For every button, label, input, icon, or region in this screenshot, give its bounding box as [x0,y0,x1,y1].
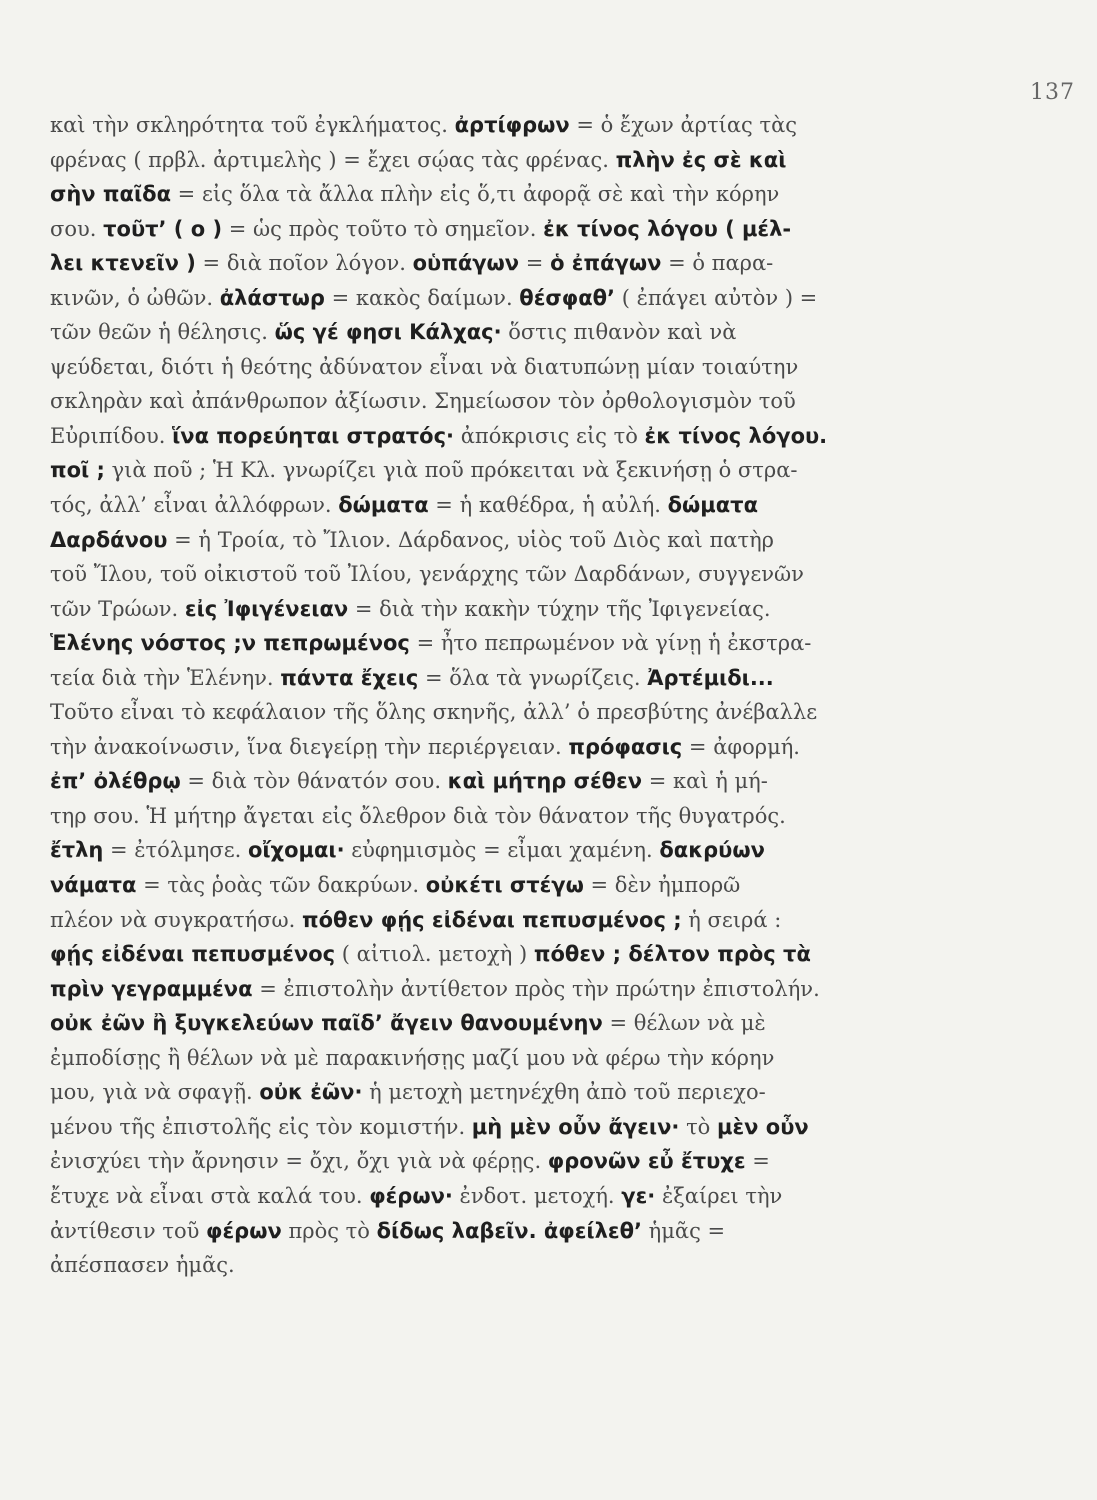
text-line [50,1110,1050,1145]
gloss-text: = διὰ τὴν κακὴν τύχην τῆς Ἰφιγενείας. [348,596,771,621]
lemma-term: καὶ μήτηρ σέθεν [447,769,643,794]
lemma-term: ἐκ τίνος λόγου ( μέλ- [543,216,792,241]
gloss-text: = ἐτόλμησε. [103,838,248,863]
text-line [50,799,1050,834]
text-line [50,1179,1050,1214]
gloss-text: Τοῦτο εἶναι τὸ κεφάλαιον τῆς ὅλης σκηνῆς, ἀλλ’ ὁ πρεσβύτης ἀνέβαλλε [50,700,818,725]
text-line [50,903,1050,938]
gloss-text: ἡ σειρά : [681,907,782,932]
gloss-text: = [519,251,551,276]
text-line [50,108,1050,143]
text-line [50,488,1050,523]
text-line [50,626,1050,661]
gloss-text: ἀπόκρισις εἰς τὸ [454,423,645,448]
gloss-text: πλέον νὰ συγκρατήσω. [50,907,303,932]
lemma-term: μὲν οὖν [717,1114,809,1139]
lemma-term: πλὴν ἐς σὲ καὶ [615,147,787,172]
gloss-text: ἐξαίρει τὴν [655,1183,783,1208]
gloss-text: Εὐριπίδου. [50,423,173,448]
gloss-text: ἀντίθεσιν τοῦ [50,1218,207,1243]
text-line [50,695,1050,730]
lemma-term: πόθεν φῄς εἰδέναι πεπυσμένος ; [302,907,682,932]
gloss-text: καὶ τὴν σκληρότητα τοῦ ἐγκλήματος. [50,113,455,137]
text-line [50,764,1050,799]
lemma-term: Δαρδάνου [50,527,168,552]
text-line [50,419,1050,454]
gloss-text: γιὰ ποῦ ; Ἡ Κλ. γνωρίζει γιὰ ποῦ πρόκειται νὰ ξεκινήσῃ ὁ στρα- [104,458,798,483]
text-line [50,246,1050,281]
gloss-text: τεία διὰ τὴν Ἑλένην. [50,665,281,690]
gloss-text: = ὅλα τὰ γνωρίζεις. [418,665,648,690]
lemma-term: πρὶν γεγραμμένα [50,976,253,1001]
lemma-term: οὑπάγων [412,251,520,276]
lemma-term: οὐκέτι στέγω [425,873,584,898]
gloss-text: = ὁ ἔχων ἀρτίας τὰς [569,113,798,137]
gloss-text: τηρ σου. Ἡ μήτηρ ἄγεται εἰς ὄλεθρον διὰ τὸν θάνατον τῆς θυγατρός. [50,803,786,828]
gloss-text: ἐνισχύει τὴν ἄρνησιν = ὄχι, ὄχι γιὰ νὰ φέρῃς. [50,1149,548,1174]
text-line [50,592,1050,627]
lemma-term: φέρων [206,1218,282,1243]
gloss-text: = ἡ Τροία, τὸ Ἴλιον. Δάρδανος, υἱὸς τοῦ Διὸς καὶ πατὴρ [167,527,774,552]
gloss-text: = εἰς ὅλα τὰ ἄλλα πλὴν εἰς ὅ,τι ἀφορᾷ σὲ καὶ τὴν κόρην [171,182,780,207]
lemma-term: ὁ ἐπάγων [550,251,662,276]
gloss-text: = δὲν ἠμπορῶ [583,873,741,898]
lemma-term: εἰς Ἰφιγένειαν [184,596,349,621]
commentary-text [50,108,1050,1283]
lemma-term: θέσφαθ’ [519,285,616,310]
lemma-term: ἵνα πορεύηται στρατός· [172,423,455,448]
gloss-text: ἔτυχε νὰ εἶναι στὰ καλά του. [50,1183,370,1208]
gloss-text: = θέλων νὰ μὲ [602,1011,766,1036]
gloss-text: ἀπέσπασεν ἡμᾶς. [50,1253,235,1278]
lemma-term: ἔτλη [50,838,104,863]
gloss-text: = διὰ τὸν θάνατόν σου. [180,769,448,794]
lemma-term: οὐκ ἐῶν· [259,1080,363,1105]
gloss-text: πρὸς τὸ [281,1218,377,1243]
gloss-text: τῶν Τρώων. [50,596,185,621]
lemma-term: ἀλάστωρ [219,285,325,310]
lemma-term: δίδως λαβεῖν. ἀφείλεθ’ [376,1218,642,1243]
gloss-text: = ὡς πρὸς τοῦτο τὸ σημεῖον. [222,216,544,241]
gloss-text: ἡμᾶς = [641,1218,726,1243]
lemma-term: φρονῶν εὖ ἔτυχε [547,1149,746,1174]
text-line [50,315,1050,350]
lemma-term: οἴχομαι· [247,838,345,863]
lemma-term: ἐπ’ ὀλέθρῳ [50,769,181,794]
text-line [50,350,1050,385]
lemma-term: δώματα [667,493,759,518]
gloss-text: σου. [50,216,104,241]
gloss-text: μου, γιὰ νὰ σφαγῇ. [50,1080,260,1105]
lemma-term: ἐκ τίνος λόγου. [644,423,828,448]
gloss-text: εὐφημισμὸς = εἶμαι χαμένη. [344,838,660,863]
text-line [50,453,1050,488]
lemma-term: τοῦτ’ ( ο ) [103,216,223,241]
lemma-term: λει κτενεῖν ) [50,251,196,276]
text-line [50,661,1050,696]
text-line [50,937,1050,972]
text-line [50,868,1050,903]
lemma-term: μὴ μὲν οὖν ἄγειν· [471,1114,680,1139]
lemma-term: φῄς εἰδέναι πεπυσμένος [50,942,336,967]
lemma-term: Ἀρτέμιδι... [647,665,774,690]
gloss-text: = διὰ ποῖον λόγον. [195,251,413,276]
gloss-text: ἐμποδίσῃς ἢ θέλων νὰ μὲ παρακινήσῃς μαζί μου νὰ φέρω τὴν κόρην [50,1045,775,1070]
gloss-text: τοῦ Ἴλου, τοῦ οἰκιστοῦ τοῦ Ἰλίου, γενάρχης τῶν Δαρδάνων, συγγενῶν [50,562,804,587]
page-number: 137 [1030,80,1075,105]
text-line [50,384,1050,419]
gloss-text: ψεύδεται, διότι ἡ θεότης ἀδύνατον εἶναι νὰ διατυπώνῃ μίαν τοιαύτην [50,354,799,379]
gloss-text: = καὶ ἡ μή- [642,769,768,794]
lemma-term: σὴν παῖδα [50,182,171,207]
gloss-text: τὴν ἀνακοίνωσιν, ἵνα διεγείρῃ τὴν περιέργειαν. [50,734,569,759]
lemma-term: δώματα [338,493,429,518]
lemma-term: γε· [621,1183,656,1208]
gloss-text: κινῶν, ὁ ὠθῶν. [50,285,220,310]
text-line [50,281,1050,316]
text-line [50,212,1050,247]
text-line [50,730,1050,765]
lemma-term: πόθεν ; δέλτον πρὸς τὰ [533,942,811,967]
text-line [50,523,1050,558]
lemma-term: πρόφασις [568,734,683,759]
lemma-term: οὐκ ἐῶν ἢ ξυγκελεύων παῖδ’ ἄγειν θανουμένην [50,1011,603,1036]
lemma-term: ποῖ ; [50,458,105,483]
gloss-text: τὸ [679,1114,718,1139]
gloss-text: = ἐπιστολὴν ἀντίθετον πρὸς τὴν πρώτην ἐπιστολήν. [252,976,820,1001]
text-line [50,1248,1050,1283]
gloss-text: = ἦτο πεπρωμένον νὰ γίνῃ ἡ ἐκστρα- [409,631,812,656]
lemma-term: φέρων· [369,1183,453,1208]
gloss-text: = [745,1149,770,1174]
gloss-text: = τὰς ῥοὰς τῶν δακρύων. [136,873,426,898]
gloss-text: ( ἐπάγει αὐτὸν ) = [615,285,818,310]
lemma-term: ἀρτίφρων [454,113,570,137]
gloss-text: φρένας ( πρβλ. ἀρτιμελὴς ) = ἔχει σῴας τὰς φρένας. [50,147,616,172]
gloss-text: ( αἰτιολ. μετοχὴ ) [335,942,534,967]
gloss-text: τός, ἀλλ’ εἶναι ἀλλόφρων. [50,493,339,518]
gloss-text: = κακὸς δαίμων. [324,285,520,310]
lemma-term: ὥς γέ φησι Κάλχας· [274,320,502,345]
gloss-text: ἡ μετοχὴ μετηνέχθη ἀπὸ τοῦ περιεχο- [362,1080,766,1105]
text-line [50,1006,1050,1041]
text-line [50,177,1050,212]
text-line [50,143,1050,178]
gloss-text: = ἡ καθέδρα, ἡ αὐλή. [428,493,668,518]
text-line [50,1144,1050,1179]
text-line [50,833,1050,868]
gloss-text: ὅστις πιθανὸν καὶ νὰ [501,320,737,345]
lemma-term: νάματα [50,873,137,898]
lemma-term: δακρύων [659,838,765,863]
gloss-text: τῶν θεῶν ἡ θέλησις. [50,320,275,345]
text-line [50,1041,1050,1076]
text-line [50,1214,1050,1249]
gloss-text: ἐνδοτ. μετοχή. [452,1183,622,1208]
gloss-text: = ἀφορμή. [682,734,800,759]
gloss-text: μένου τῆς ἐπιστολῆς εἰς τὸν κομιστήν. [50,1114,472,1139]
lemma-term: Ἑλένης νόστος ;ν πεπρωμένος [50,631,410,656]
gloss-text: σκληρὰν καὶ ἀπάνθρωπον ἀξίωσιν. Σημείωσον τὸν ὀρθολογισμὸν τοῦ [50,389,796,414]
gloss-text: = ὁ παρα- [661,251,774,276]
text-line [50,557,1050,592]
text-line [50,1075,1050,1110]
lemma-term: πάντα ἔχεις [280,665,419,690]
text-line [50,972,1050,1007]
